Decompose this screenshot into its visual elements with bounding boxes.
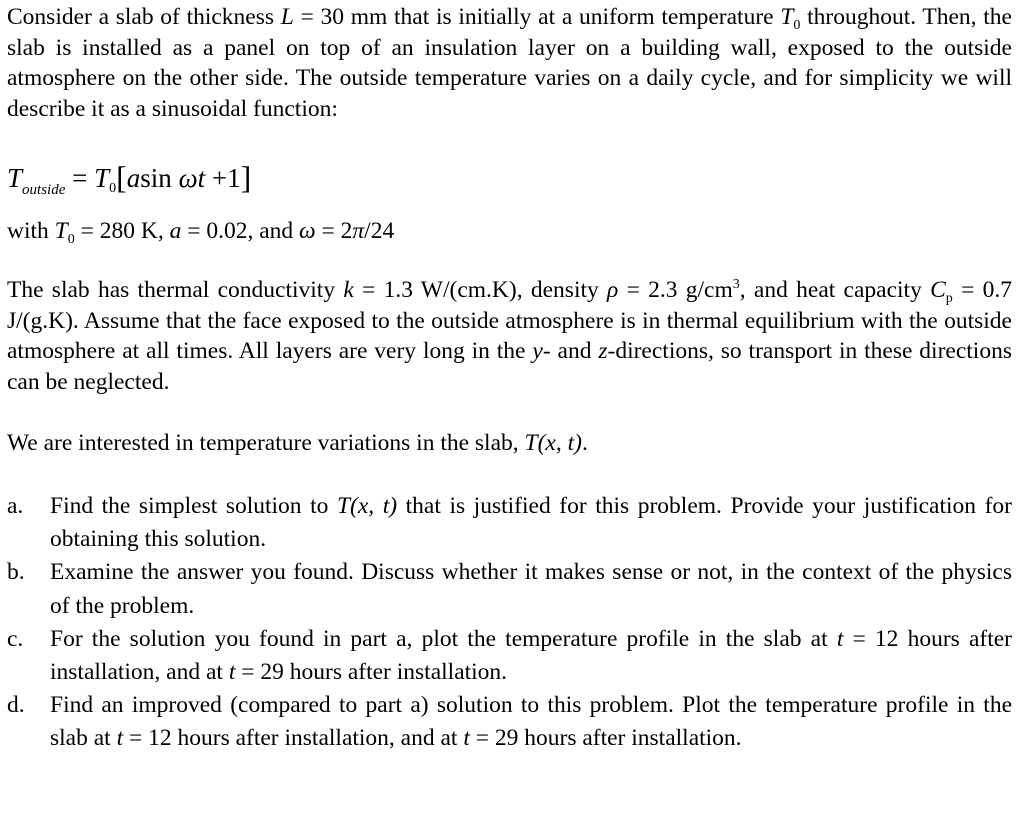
part-a-label: a. [7,492,24,519]
with-text-2: = 280 K, [74,218,170,244]
eq-lhs-subscript: outside [22,182,66,198]
part-c-t: t [836,625,844,652]
slab-text-7: -directions, so transport in these directions can be neglected. [7,338,1012,395]
part-a-text-1: Find the simplest solution to [50,492,337,519]
part-b-label: b. [7,559,25,586]
part-a-text-2: that is justified for this problem. Provide your justification for obtaining this solution. [50,492,1013,553]
var-Cp-subscript: p [945,291,953,306]
slab-properties-paragraph [7,275,1012,397]
with-text-1: with [7,218,55,244]
part-d-text-1: Find an improved (compared to part a) solution to this problem. Plot the temperature profile in the slab at [50,692,1012,752]
part-c-label: c. [7,625,24,652]
var-Cp: C [930,277,946,303]
eq-plus-one: +1 [205,163,241,193]
intro-text-1: Consider a slab of thickness [7,4,281,30]
eq-omega-t: ωt [178,163,206,193]
eq-right-bracket: ] [240,159,252,195]
part-a [7,490,1012,556]
part-d-text-3: = 29 hours after installation. [469,725,742,752]
var-T0-subscript: 0 [793,18,801,33]
part-c-text-2: = 12 hours after installation, and at [50,625,1013,685]
part-b [7,556,1012,622]
question-parts-list [7,490,1012,756]
part-d-label: d. [7,692,25,719]
with-text-4: = 2 [315,218,353,244]
part-b-text-1: Examine the answer you found. Discuss whether it makes sense or not, in the context of the physics of the problem. [50,559,1012,619]
var-k: k [343,277,354,303]
var-y: y [532,338,543,365]
cube-superscript: 3 [732,277,740,292]
slab-text-1: The slab has thermal conductivity [7,277,344,303]
var-T-x-t: T(x, t) [524,430,582,457]
interest-text-1: We are interested in temperature variations in the slab, [7,430,525,457]
interest-paragraph [7,428,1012,459]
slab-text-5: = 0.7 J/(g.K). Assume that the face exposed to the outside atmosphere is in thermal equilibrium with the outside atmosphere at all times. All layers are very long in the [7,277,1012,365]
eq-equals: = [65,163,95,193]
intro-paragraph [7,2,1012,126]
eq-a: a [126,163,141,193]
slab-text-3: = 2.3 g/cm [618,277,733,303]
eq-left-bracket: [ [116,159,127,195]
with-pi: π [352,218,365,244]
var-L: L [280,4,294,30]
part-c-t-second: t [228,658,236,685]
eq-lhs-T: T [7,163,23,193]
eq-T0-subscript: 0 [109,181,117,196]
interest-text-2: . [581,430,588,457]
part-d-text-2: = 12 hours after installation, and at [123,725,464,752]
slab-text-2: = 1.3 W/(cm.K), density [353,277,608,303]
part-c [7,623,1012,689]
with-T0-subscript: 0 [67,232,75,247]
with-omega: ω [299,218,316,244]
part-c-text-1: For the solution you found in part a, plot the temperature profile in the slab at [50,625,837,652]
eq-sin: sin [140,163,172,193]
part-d [7,689,1012,755]
part-a-T-x-t: T(x, t) [336,492,398,519]
part-c-text-3: = 29 hours after installation. [235,658,508,685]
with-T0: T [54,218,68,244]
slab-text-4: , and heat capacity [739,277,931,303]
with-a: a [169,218,182,244]
var-rho: ρ [607,277,619,303]
with-text-5: /24 [364,218,395,244]
part-d-t-second: t [463,725,470,752]
outside-temperature-equation [7,156,1012,196]
var-z: z [598,338,608,365]
intro-text-3: throughout. Then, the slab is installed as a panel on top of an insulation layer on a building wall, exposed to the outside atmosphere on the other side. The outside temperature varies on a daily cycle, and for simplicity we will describe it as a sinusoidal function: [7,4,1012,122]
with-text-3: = 0.02, and [181,218,300,244]
eq-T0: T [94,163,110,193]
slab-text-6: - and [542,338,599,365]
intro-text-2: = 30 mm that is initially at a uniform temperature [293,4,781,30]
parameters-line [7,216,1012,250]
part-d-t: t [116,725,124,752]
var-T0: T [780,4,794,30]
